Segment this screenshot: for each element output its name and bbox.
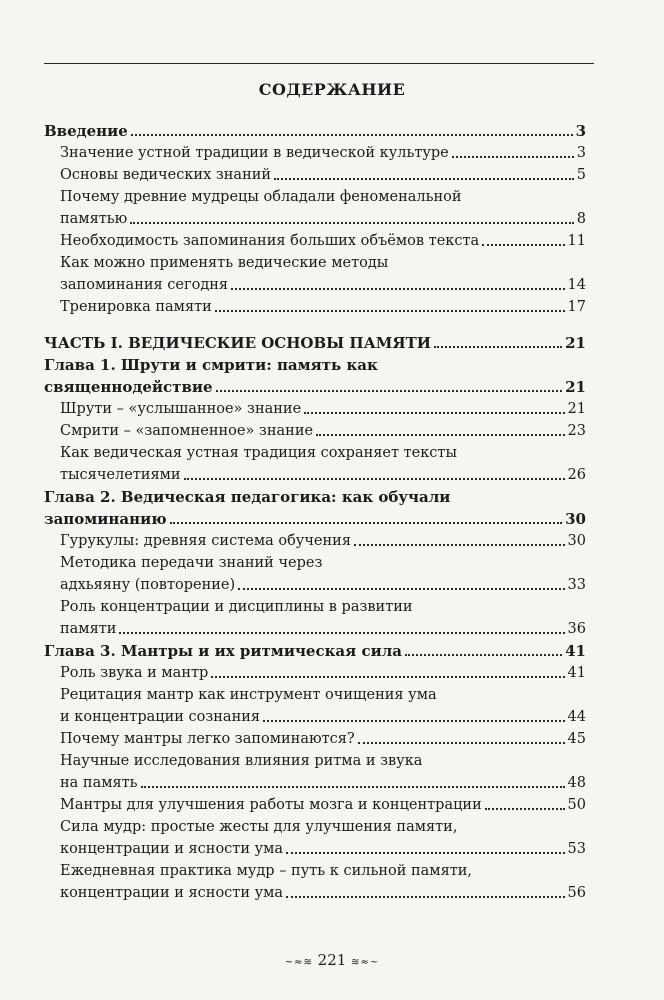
toc-page-number: 26	[567, 467, 586, 483]
toc-entry[interactable]	[44, 794, 586, 816]
toc-entry-title-line: Гурукулы: древняя система обучения	[60, 533, 351, 549]
toc-entry[interactable]	[44, 662, 586, 684]
dot-leader	[215, 310, 565, 312]
toc-entry-title-line: концентрации и ясности ума	[60, 885, 284, 901]
dot-leader	[170, 522, 563, 524]
dot-leader	[316, 434, 564, 436]
toc-entry-title-line: концентрации и ясности ума	[60, 841, 284, 857]
toc-entry-title-line: Глава 2. Ведическая педагогика: как обучали	[44, 488, 451, 506]
toc-page-number: 48	[567, 775, 586, 791]
dot-leader	[216, 390, 563, 392]
toc-entry[interactable]	[44, 296, 586, 318]
toc-entry[interactable]	[44, 640, 586, 662]
toc-page-number: 11	[567, 233, 586, 249]
toc-page-number: 30	[567, 533, 586, 549]
dot-leader	[482, 244, 564, 246]
dot-leader	[405, 654, 562, 656]
toc-page-number: 50	[567, 797, 586, 813]
dot-leader	[304, 412, 564, 414]
toc-entry-title-line: Ежедневная практика мудр – путь к сильной памяти,	[60, 863, 473, 879]
dot-leader	[131, 134, 573, 136]
toc-entry-title-line: Мантры для улучшения работы мозга и концентрации	[60, 797, 482, 813]
toc-entry[interactable]	[44, 816, 586, 860]
toc-entry[interactable]	[44, 596, 586, 640]
toc-entry-title-line: Значение устной традиции в ведической культуре	[60, 145, 449, 161]
toc-entry[interactable]	[44, 230, 586, 252]
dot-leader	[434, 346, 562, 348]
page-footer	[0, 951, 664, 969]
toc-entry[interactable]	[44, 530, 586, 552]
toc-page-number: 3	[576, 145, 586, 161]
dot-leader	[274, 178, 574, 180]
dot-leader	[485, 808, 565, 810]
toc-entry-title-line: Роль концентрации и дисциплины в развитии	[60, 599, 413, 615]
toc-entry[interactable]	[44, 860, 586, 904]
toc-entry-title-line: Рецитация мантр как инструмент очищения ума	[60, 687, 437, 703]
toc-page-number: 53	[567, 841, 586, 857]
toc-entry-title-line: памятью	[60, 211, 128, 227]
dot-leader	[286, 852, 565, 854]
toc-entry-title-line: Почему древние мудрецы обладали феноменальной	[60, 189, 462, 205]
dot-leader	[119, 632, 564, 634]
dot-leader	[238, 588, 564, 590]
toc-entry-title-line: Шрути – «услышанное» знание	[60, 401, 302, 417]
toc-entry[interactable]	[44, 354, 586, 398]
toc-page-number: 41	[565, 642, 586, 660]
dot-leader	[354, 544, 565, 546]
toc-entry[interactable]	[44, 332, 586, 354]
toc-entry[interactable]	[44, 728, 586, 750]
toc-page-number: 5	[576, 167, 586, 183]
toc-entry[interactable]	[44, 186, 586, 230]
toc-page-number: 23	[567, 423, 586, 439]
toc-page-number: 17	[567, 299, 586, 315]
toc-entry[interactable]	[44, 486, 586, 530]
toc-entry-title-line: запоминания сегодня	[60, 277, 229, 293]
toc-entry-title-line: Глава 3. Мантры и их ритмическая сила	[44, 642, 403, 660]
page-title: СОДЕРЖАНИЕ	[258, 80, 406, 99]
toc-page-number: 21	[565, 334, 586, 352]
toc-page-number: 21	[567, 401, 586, 417]
toc-entry-title-line: Сила мудр: простые жесты для улучшения памяти,	[60, 819, 458, 835]
toc-entry-title-line: Основы ведических знаний	[60, 167, 272, 183]
dot-leader	[286, 896, 565, 898]
ornament-left: ~≈≋	[284, 957, 313, 968]
toc-entry[interactable]	[44, 142, 586, 164]
toc-entry-title-line: Как можно применять ведические методы	[60, 255, 389, 271]
dot-leader	[211, 676, 564, 678]
toc-entry-title-line: и концентрации сознания	[60, 709, 261, 725]
toc-entry-title-line: ЧАСТЬ I. ВЕДИЧЕСКИЕ ОСНОВЫ ПАМЯТИ	[44, 334, 431, 352]
toc-entry[interactable]	[44, 442, 586, 486]
toc-page-number: 21	[565, 378, 586, 396]
toc-entry[interactable]	[44, 552, 586, 596]
toc-entry-title-line: Научные исследования влияния ритма и звука	[60, 753, 423, 769]
toc-page-number: 36	[567, 621, 586, 637]
toc-page-number: 41	[567, 665, 586, 681]
ornament-right: ≋≈~	[351, 957, 380, 968]
toc-page-number: 3	[575, 122, 586, 140]
toc-page-number: 56	[567, 885, 586, 901]
table-of-contents	[44, 120, 586, 904]
toc-entry[interactable]	[44, 684, 586, 728]
toc-entry-title-line: Методика передачи знаний через	[60, 555, 323, 571]
toc-entry-title-line: Глава 1. Шрути и смрити: память как	[44, 356, 378, 374]
toc-entry[interactable]	[44, 120, 586, 142]
toc-entry-title-line: Смрити – «запомненное» знание	[60, 423, 314, 439]
toc-entry[interactable]	[44, 164, 586, 186]
toc-entry[interactable]	[44, 398, 586, 420]
dot-leader	[263, 720, 564, 722]
toc-entry-title-line: на память	[60, 775, 138, 791]
toc-entry-title-line: Тренировка памяти	[60, 299, 212, 315]
toc-page-number: 14	[567, 277, 586, 293]
toc-entry-title-line: адхьяяну (повторение)	[60, 577, 236, 593]
toc-entry-title-line: тысячелетиями	[60, 467, 181, 483]
page-number: 221	[317, 951, 347, 969]
toc-entry[interactable]	[44, 420, 586, 442]
toc-entry-title-line: Почему мантры легко запоминаются?	[60, 731, 355, 747]
toc-entry-title-line: памяти	[60, 621, 117, 637]
toc-page-number: 30	[565, 510, 586, 528]
dot-leader	[130, 222, 573, 224]
section-gap	[44, 318, 586, 332]
toc-entry[interactable]	[44, 750, 586, 794]
toc-page-number: 33	[567, 577, 586, 593]
toc-entry-title-line: Необходимость запоминания больших объёмов текста	[60, 233, 480, 249]
toc-entry-title-line: запоминанию	[44, 510, 167, 528]
dot-leader	[184, 478, 565, 480]
toc-entry-title-line: Введение	[44, 122, 128, 140]
toc-page-number: 8	[576, 211, 586, 227]
toc-page-number: 44	[567, 709, 586, 725]
toc-entry-title-line: Роль звука и мантр	[60, 665, 209, 681]
toc-page-number: 45	[567, 731, 586, 747]
toc-entry-title-line: священнодействие	[44, 378, 213, 396]
toc-entry-title-line: Как ведическая устная традиция сохраняет тексты	[60, 445, 457, 461]
header-rule	[44, 63, 594, 64]
dot-leader	[358, 742, 565, 744]
dot-leader	[452, 156, 574, 158]
dot-leader	[141, 786, 565, 788]
dot-leader	[231, 288, 564, 290]
toc-entry[interactable]	[44, 252, 586, 296]
